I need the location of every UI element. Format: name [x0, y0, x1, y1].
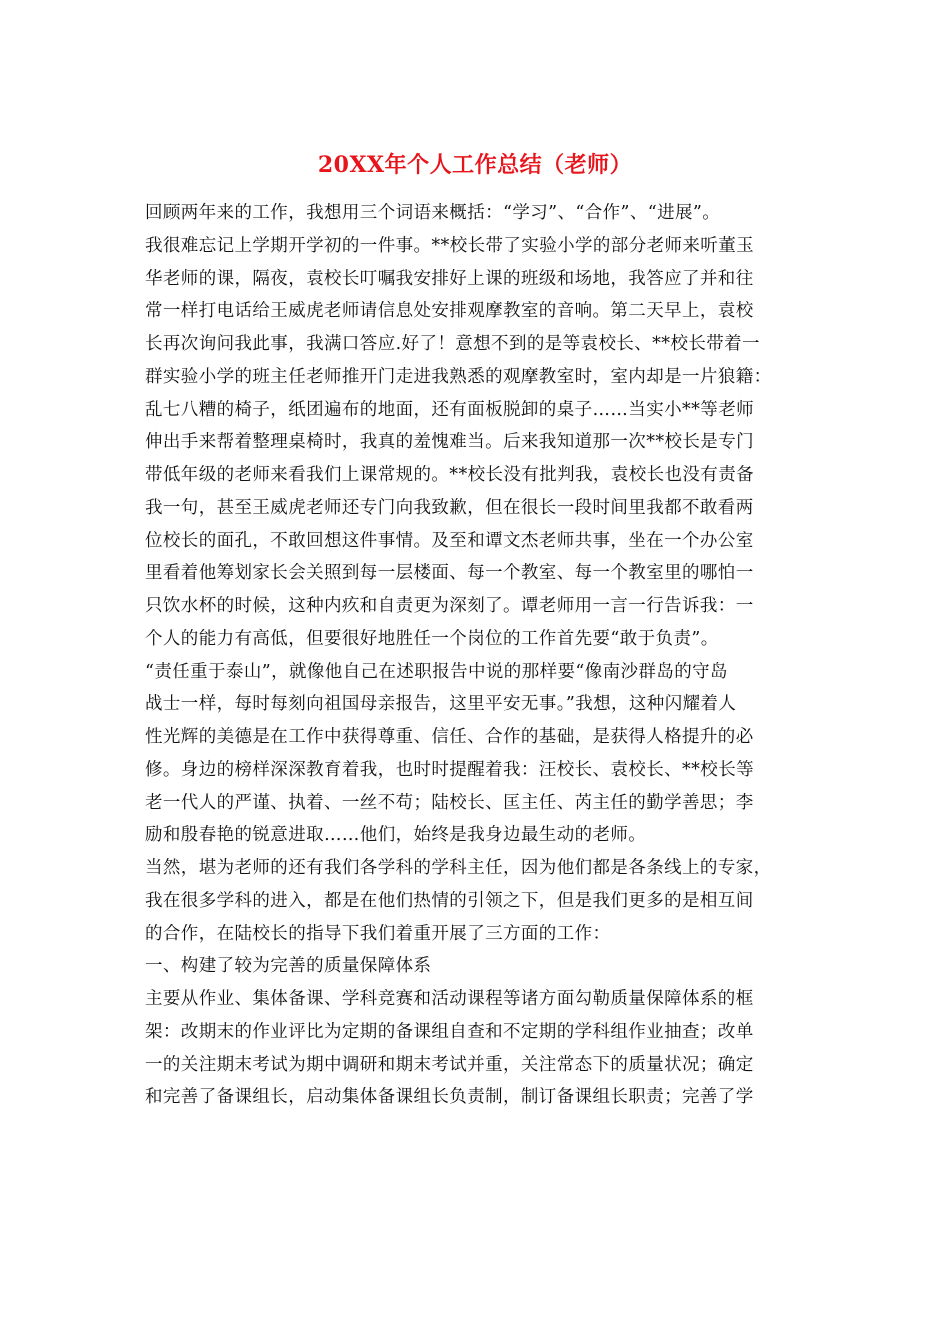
section-heading: 一、构建了较为完善的质量保障体系	[145, 956, 432, 977]
body-line: 战士一样，每时每刻向祖国母亲报告，这里平安无事。”我想，这种闪耀着人	[145, 694, 737, 715]
body-line: 位校长的面孔，不敢回想这件事情。及至和谭文杰老师共事，坐在一个办公室	[145, 530, 754, 551]
body-line: 个人的能力有高低，但要很好地胜任一个岗位的工作首先要“敢于负责”。	[145, 628, 719, 649]
body-line: 当然，堪为老师的还有我们各学科的学科主任，因为他们都是各条线上的专家，	[145, 858, 772, 878]
body-line: 只饮水杯的时候，这种内疚和自责更为深刻了。谭老师用一言一行告诉我：一	[145, 596, 754, 616]
body-line: 乱七八糟的椅子，纸团遍布的地面，还有面板脱卸的桌子……当实小**等老师	[145, 399, 754, 420]
body-line: 励和殷春艳的锐意进取……他们，始终是我身边最生动的老师。	[145, 825, 647, 846]
document-title: 20XX年个人工作总结（老师）	[317, 152, 633, 178]
body-line: 一的关注期末考试为期中调研和期末考试并重，关注常态下的质量状况；确定	[145, 1054, 754, 1075]
body-line: 华老师的课，隔夜，袁校长叮嘱我安排好上课的班级和场地，我答应了并和往	[145, 268, 754, 289]
body-line: 的合作，在陆校长的指导下我们着重开展了三方面的工作：	[145, 923, 611, 944]
body-line: 架：改期末的作业评比为定期的备课组自查和不定期的学科组作业抽查；改单	[145, 1021, 754, 1042]
body-line: 主要从作业、集体备课、学科竞赛和活动课程等诸方面勾勒质量保障体系的框	[145, 989, 754, 1009]
body-line: 我在很多学科的进入，都是在他们热情的引领之下，但是我们更多的是相互间	[145, 890, 754, 911]
body-line: 里看着他筹划家长会关照到每一层楼面、每一个教室、每一个教室里的哪怕一	[145, 563, 754, 584]
document-body	[145, 197, 845, 1114]
body-line: 修。身边的榜样深深教育着我，也时时提醒着我：汪校长、袁校长、**校长等	[145, 759, 754, 780]
body-line: 伸出手来帮着整理桌椅时，我真的羞愧难当。后来我知道那一次**校长是专门	[145, 432, 754, 453]
body-line: 回顾两年来的工作，我想用三个词语来概括：“学习”、“合作”、“进展”。	[145, 203, 721, 223]
body-line: 长再次询问我此事，我满口答应.好了！意想不到的是等袁校长、**校长带着一	[145, 334, 760, 354]
body-line: 我一句，甚至王威虎老师还专门向我致歉，但在很长一段时间里我都不敢看两	[145, 497, 754, 518]
body-line: 性光辉的美德是在工作中获得尊重、信任、合作的基础，是获得人格提升的必	[145, 727, 754, 747]
body-line: 常一样打电话给王威虎老师请信息处安排观摩教室的音响。第二天早上，袁校	[145, 301, 754, 322]
body-line: “责任重于泰山”，就像他自己在述职报告中说的那样要“像南沙群岛的守岛	[145, 661, 728, 682]
body-line: 群实验小学的班主任老师推开门走进我熟悉的观摩教室时，室内却是一片狼籍：	[145, 366, 772, 387]
body-line: 我很难忘记上学期开学初的一件事。**校长带了实验小学的部分老师来听董玉	[145, 235, 754, 256]
body-line: 老一代人的严谨、执着、一丝不苟；陆校长、匡主任、芮主任的勤学善思；李	[145, 792, 754, 813]
body-line: 和完善了备课组长，启动集体备课组长负责制，制订备课组长职责；完善了学	[145, 1087, 754, 1108]
body-line: 带低年级的老师来看我们上课常规的。**校长没有批判我，袁校长也没有责备	[145, 465, 754, 485]
